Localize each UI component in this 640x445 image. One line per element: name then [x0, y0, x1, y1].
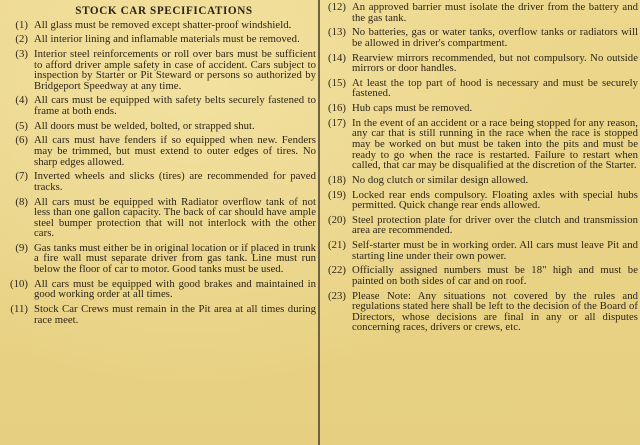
rule-number: (6) — [15, 134, 28, 147]
rule-number: (10) — [9, 277, 28, 290]
rule-number: (16) — [327, 102, 346, 115]
rule-item — [4, 171, 316, 192]
rule-number: (13) — [327, 26, 346, 39]
rule-text: No dog clutch or similar design allowed. — [352, 173, 529, 186]
rule-text: Stock Car Crews must remain in the Pit area at all times during race meet. — [34, 303, 316, 326]
rule-number: (4) — [15, 94, 28, 107]
rule-item — [326, 118, 638, 171]
left-rules-list — [4, 20, 316, 326]
rule-item — [4, 279, 316, 300]
rule-number: (1) — [15, 18, 28, 31]
rule-item — [4, 121, 316, 132]
rule-text: Rearview mirrors recommended, but not compulsory. No outside mirrors or door handles. — [352, 51, 638, 75]
rule-number: (21) — [327, 239, 346, 252]
rule-text: An approved barrier must isolate the driver from the battery and the gas tank. — [352, 1, 638, 24]
rule-item — [326, 78, 638, 99]
rule-number: (18) — [327, 173, 346, 186]
rule-item — [4, 304, 316, 325]
rule-item — [326, 175, 638, 186]
rule-text: All cars must be equipped with good brakes and maintained in good working order at all times. — [34, 277, 316, 301]
rule-text: At least the top part of hood is necessary and must be securely fastened. — [352, 76, 638, 100]
rule-number: (7) — [15, 170, 28, 183]
column-divider — [318, 0, 320, 445]
rule-text: Officially assigned numbers must be 18" high and must be painted on both sides of car and on roof. — [352, 264, 638, 287]
rule-number: (23) — [327, 289, 346, 302]
rule-item — [4, 34, 316, 45]
rule-text: Self-starter must be in working order. All cars must leave Pit and starting line under their own power. — [352, 239, 638, 262]
rule-number: (20) — [327, 213, 346, 226]
rule-number: (15) — [327, 76, 346, 89]
rule-text: All cars must be equipped with Radiator overflow tank of not less than one gallon capacity. The back of car should have ample steel bumper protection that will not interlock with the other cars. — [34, 195, 316, 240]
rule-text: Locked rear ends compulsory. Floating axles with special hubs permitted. Quick change rear ends allowed. — [352, 188, 638, 212]
rule-number: (22) — [327, 264, 346, 277]
rule-text: Please Note: Any situations not covered by the rules and regulations stated here shall be left to the decision of the Board of Directors, whose decisions are final in any or all disputes concerning races, drivers or crews, etc. — [352, 289, 638, 334]
rule-number: (14) — [327, 51, 346, 64]
rule-number: (19) — [327, 188, 346, 201]
rule-number: (3) — [15, 48, 28, 61]
right-rules-list — [326, 2, 638, 333]
rule-item — [4, 95, 316, 116]
rule-item — [326, 265, 638, 286]
rule-item — [326, 2, 638, 23]
rule-item — [326, 215, 638, 236]
rule-text: All doors must be welded, bolted, or strapped shut. — [34, 119, 255, 132]
rule-item — [326, 240, 638, 261]
rule-text: No batteries, gas or water tanks, overflow tanks or radiators will be allowed in driver's compartment. — [352, 26, 638, 49]
rule-text: All interior lining and inflamable materials must be removed. — [34, 33, 300, 46]
rule-number: (11) — [10, 303, 28, 315]
rule-item — [4, 20, 316, 31]
rule-text: Gas tanks must either be in original location or if placed in trunk a fire wall must separate driver from gas tank. Line must run below the floor of car to motor. Good tanks must be used. — [34, 241, 316, 275]
rule-number: (12) — [327, 1, 346, 13]
rule-item — [326, 53, 638, 74]
rule-item — [326, 291, 638, 333]
rule-text: All cars must be equipped with safety belts securely fastened to frame at both ends. — [34, 94, 316, 117]
page-title: STOCK CAR SPECIFICATIONS — [75, 5, 253, 17]
rule-text: Hub caps must be removed. — [352, 102, 473, 115]
rule-text: Inverted wheels and slicks (tires) are recommended for paved tracks. — [34, 170, 316, 193]
rule-item — [326, 103, 638, 114]
rule-text: In the event of an accident or a race being stopped for any reason, any car that is still running in the race when the race is stopped may be worked on but must be taken into the pits and must be ready to go when the race is restarted. Failure to restart when called, that car may be disqualified at the discretion of the Starter. — [352, 116, 638, 172]
rule-number: (5) — [15, 119, 28, 132]
rule-text: All glass must be removed except shatter-proof windshield. — [34, 18, 292, 31]
rule-text: All cars must have fenders if so equipped when new. Fenders may be trimmed, but must extend to outer edges of tires. No sharp edges allowed. — [34, 134, 316, 168]
rule-text: Interior steel reinforcements or roll over bars must be sufficient to afford driver ample safety in case of accident. Cars subject to inspection by Starter or Pit Steward or persons so authorized by Bridgeport Speedway at any time. — [34, 48, 316, 92]
rule-item — [4, 49, 316, 91]
rule-item — [4, 197, 316, 239]
rule-text: Steel protection plate for driver over the clutch and transmission area are recommended. — [352, 213, 638, 237]
rule-item — [326, 190, 638, 211]
rule-number: (8) — [15, 195, 28, 208]
rule-number: (17) — [327, 116, 346, 129]
left-column — [4, 2, 316, 329]
rule-number: (2) — [15, 33, 28, 46]
right-column — [326, 2, 638, 337]
rule-item — [326, 27, 638, 48]
rule-item — [4, 243, 316, 275]
rule-item — [4, 135, 316, 167]
rule-number: (9) — [15, 241, 28, 254]
